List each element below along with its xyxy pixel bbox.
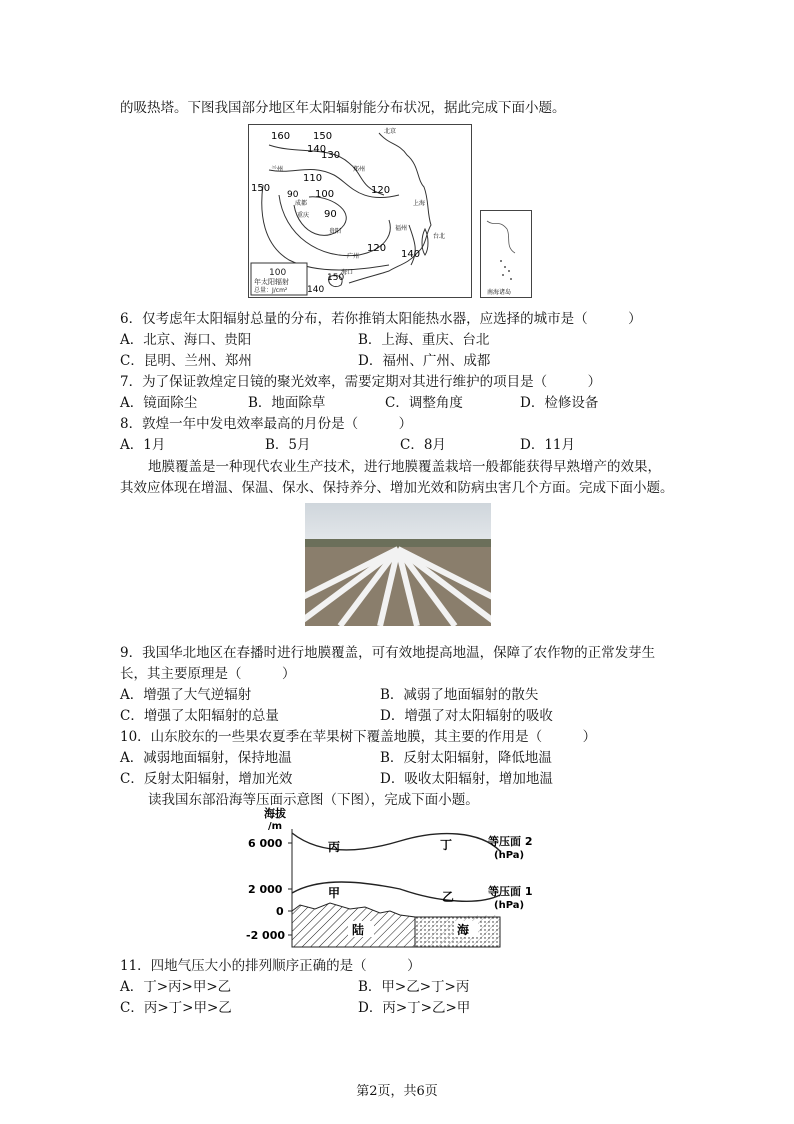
- city-label: 福州: [395, 225, 408, 232]
- inset-label: 南海诸岛: [487, 289, 512, 296]
- paragraph-isobar: 读我国东部沿海等压面示意图（下图），完成下面小题。: [148, 792, 479, 808]
- q6-stem: 6．仅考虑年太阳辐射总量的分布，若你推销太阳能热水器，应选择的城市是（ ）: [120, 311, 642, 327]
- q7-option-a: A．镜面除尘: [120, 395, 198, 411]
- isobaric-surface-diagram: [240, 805, 540, 955]
- q11-option-b: B．甲>乙>丁>丙: [358, 979, 470, 995]
- city-label: 成都: [295, 200, 308, 207]
- q7-option-d: D．检修设备: [520, 395, 599, 411]
- q10-option-a: A．减弱地面辐射，保持地温: [120, 750, 292, 766]
- q8-stem: 8．敦煌一年中发电效率最高的月份是（ ）: [120, 416, 413, 432]
- q7-stem: 7．为了保证敦煌定日镜的聚光效率，需要定期对其进行维护的项目是（ ）: [120, 374, 602, 390]
- legend-line1: 年太阳辐射: [254, 278, 289, 286]
- page-footer: 第2页，共6页: [356, 1084, 438, 1099]
- surface2-unit: (hPa): [494, 850, 525, 861]
- q7-option-c: C．调整角度: [385, 395, 463, 411]
- tick-6000: 6 000: [248, 837, 283, 850]
- surface1-label: 等压面 1: [488, 885, 533, 898]
- q9-option-c: C．增强了太阳辐射的总量: [120, 708, 279, 724]
- contour-label: 100: [315, 189, 335, 200]
- axis-label-altitude: 海拔: [264, 807, 286, 820]
- city-label: 广州: [347, 253, 360, 260]
- contour-label: 140: [307, 144, 327, 155]
- q11-option-d: D．丙>丁>乙>甲: [358, 1000, 471, 1016]
- q10-option-b: B．反射太阳辐射，降低地温: [380, 750, 552, 766]
- contour-label: 90: [287, 190, 299, 200]
- tick-0: 0: [276, 905, 284, 918]
- city-label: 台北: [433, 233, 446, 240]
- contour-label: 120: [371, 185, 391, 196]
- legend-line2: 总量：J/cm²: [254, 287, 288, 294]
- q9-option-a: A．增强了大气逆辐射: [120, 687, 252, 703]
- solar-radiation-map: [248, 124, 472, 298]
- land-label: 陆: [352, 923, 365, 937]
- q7-option-b: B．地面除草: [248, 395, 326, 411]
- sea-label: 海: [457, 923, 470, 937]
- south-china-sea-inset: [480, 210, 532, 298]
- q10-stem: 10．山东胶东的一些果农夏季在苹果树下覆盖地膜，其主要的作用是（ ）: [120, 729, 597, 745]
- paragraph-mulch-1: 地膜覆盖是一种现代农业生产技术，进行地膜覆盖栽培一般都能获得早熟增产的效果，: [148, 459, 661, 475]
- city-label: 海口: [341, 269, 354, 276]
- contour-label: 150: [313, 131, 333, 142]
- q9-option-b: B．减弱了地面辐射的散失: [380, 687, 539, 703]
- q8-option-b: B．5月: [265, 437, 311, 453]
- point-jia: 甲: [328, 886, 341, 900]
- q9-option-d: D．增强了对太阳辐射的吸收: [380, 708, 553, 724]
- q6-option-a: A．北京、海口、贵阳: [120, 332, 252, 348]
- q10-option-c: C．反射太阳辐射，增加光效: [120, 771, 293, 787]
- contour-label: 150: [327, 273, 345, 283]
- contour-label: 140: [401, 249, 421, 260]
- point-bing: 丙: [328, 840, 341, 854]
- surface2-label: 等压面 2: [488, 835, 533, 848]
- city-label: 郑州: [353, 166, 366, 173]
- q8-option-d: D．11月: [520, 437, 576, 453]
- q6-option-d: D．福州、广州、成都: [358, 353, 491, 369]
- contour-label: 90: [324, 209, 337, 220]
- paragraph-mulch-2: 其效应体现在增温、保温、保水、保持养分、增加光效和防病虫害几个方面。完成下面小题。: [120, 480, 674, 496]
- mulch-field-photo: [305, 503, 491, 626]
- contour-map: [249, 125, 471, 297]
- point-yi: 乙: [442, 890, 455, 904]
- point-ding: 丁: [440, 838, 453, 852]
- city-label: 北京: [384, 128, 397, 135]
- contour-label: 130: [321, 150, 341, 161]
- q11-option-c: C．丙>丁>甲>乙: [120, 1000, 232, 1016]
- contour-label: 120: [367, 243, 387, 254]
- axis-label-unit: /m: [268, 821, 283, 832]
- q6-option-b: B．上海、重庆、台北: [358, 332, 490, 348]
- q8-option-a: A．1月: [120, 437, 166, 453]
- q9-stem-2: 长，其主要原理是（ ）: [120, 666, 296, 682]
- contour-label: 150: [251, 183, 271, 194]
- city-label: 兰州: [271, 166, 284, 173]
- surface1-unit: (hPa): [494, 900, 525, 911]
- tick-2000: 2 000: [248, 883, 283, 896]
- q6-option-c: C．昆明、兰州、郑州: [120, 353, 252, 369]
- city-label: 上海: [413, 200, 426, 207]
- q11-option-a: A．丁>丙>甲>乙: [120, 979, 232, 995]
- contour-label: 140: [307, 285, 325, 295]
- q11-stem: 11．四地气压大小的排列顺序正确的是（ ）: [120, 958, 421, 974]
- intro-text: 的吸热塔。下图我国部分地区年太阳辐射能分布状况，据此完成下面小题。: [120, 100, 566, 116]
- tick-neg2000: -2 000: [246, 929, 286, 942]
- city-label: 重庆: [297, 212, 310, 219]
- contour-label: 160: [271, 131, 291, 142]
- q8-option-c: C．8月: [400, 437, 446, 453]
- legend-value: 100: [269, 268, 287, 278]
- city-label: 贵阳: [329, 228, 342, 235]
- contour-label: 110: [303, 173, 323, 184]
- q10-option-d: D．吸收太阳辐射，增加地温: [380, 771, 553, 787]
- q9-stem-1: 9．我国华北地区在春播时进行地膜覆盖，可有效地提高地温，保障了农作物的正常发芽生: [120, 645, 656, 661]
